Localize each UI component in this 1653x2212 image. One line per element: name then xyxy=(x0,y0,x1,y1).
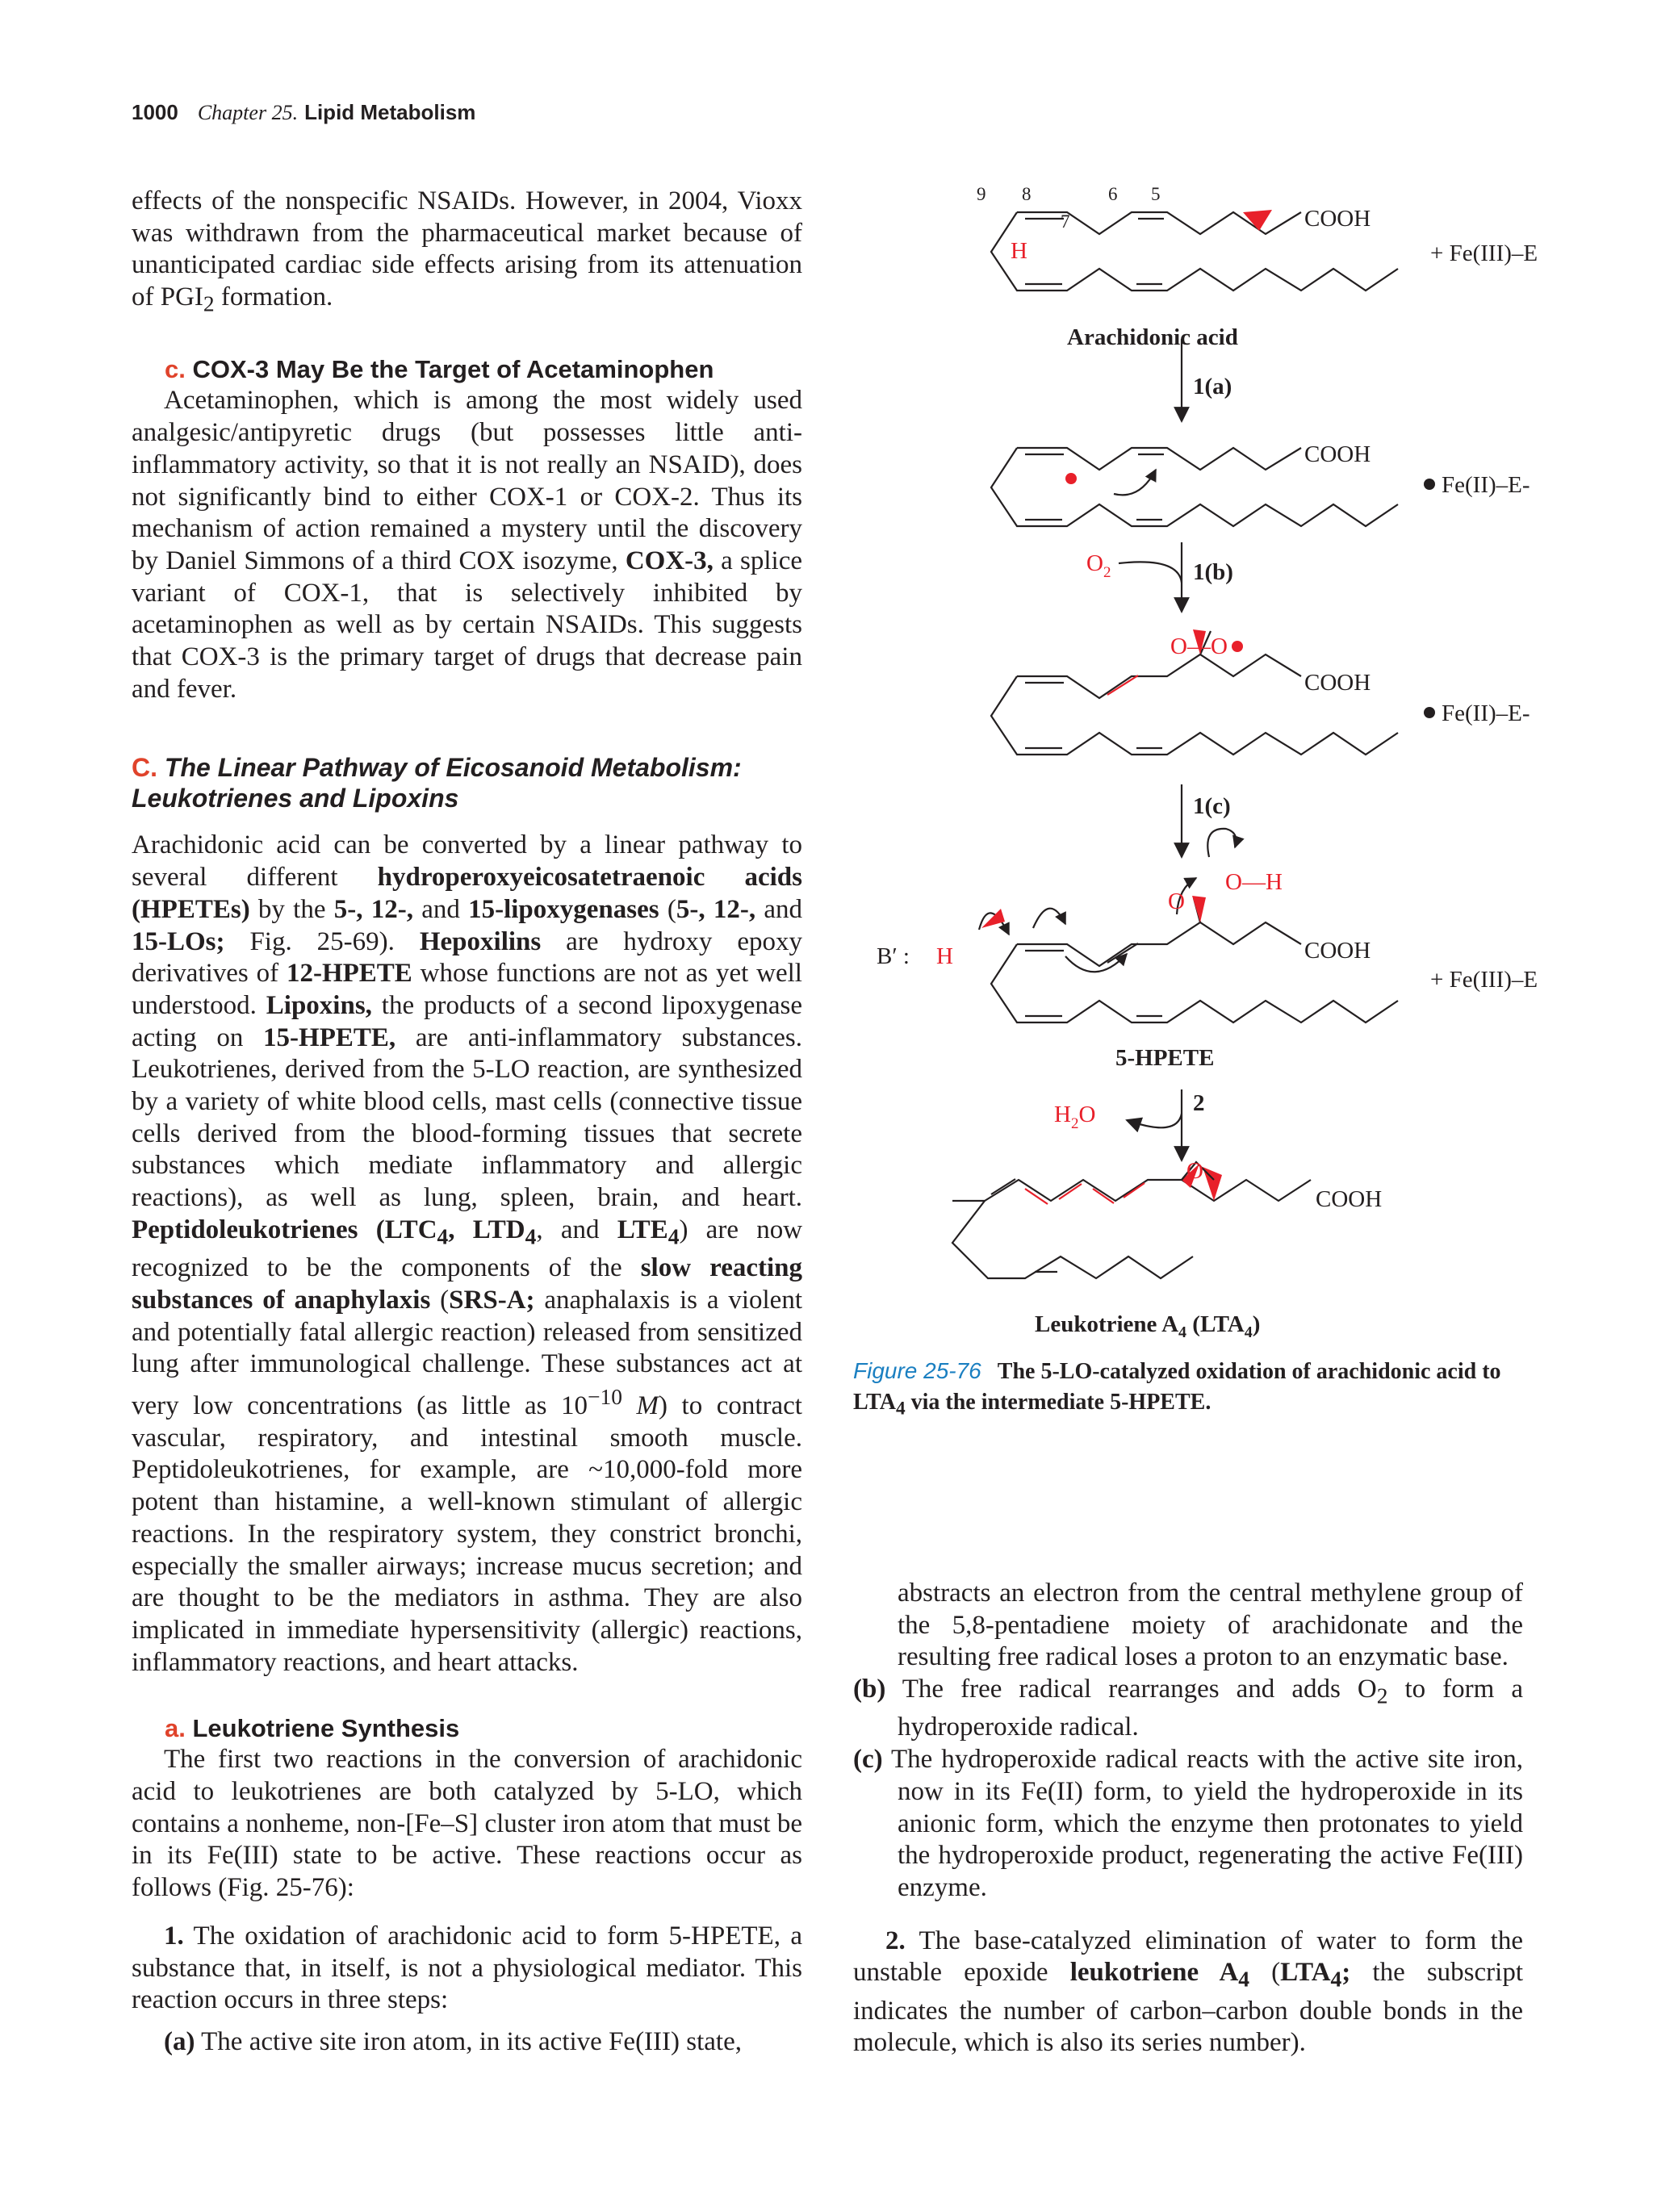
cooh-label-2: COOH xyxy=(1304,441,1371,467)
left-column xyxy=(132,186,802,2059)
figure-25-76 xyxy=(823,178,1630,1348)
step-2-label: 2 xyxy=(1193,1090,1205,1116)
step-1c-label: 1(c) xyxy=(1193,793,1231,819)
subheading-leukotriene-synthesis: a. Leukotriene Synthesis xyxy=(165,1714,460,1743)
section-label: Lipid Metabolism xyxy=(304,100,476,124)
lta4-structure xyxy=(952,1179,1311,1278)
wedge-bond-h2 xyxy=(981,909,1005,928)
hydroperoxide-o-label: O xyxy=(1168,889,1185,914)
fe2-label-1: Fe(II)–E- xyxy=(1442,472,1530,498)
carbon-number-7: 7 xyxy=(1061,211,1070,232)
step-1a-label: 1(a) xyxy=(1193,374,1232,399)
subheading-cox3: c. COX-3 May Be the Target of Acetaminophen xyxy=(165,355,714,384)
fe3-label-1: + Fe(III)–E xyxy=(1430,240,1538,266)
h2o-label: $H_2O$ xyxy=(1054,1102,1096,1132)
list-item-1: 1. The oxidation of arachidonic acid to form 5-HPETE, a substance that, in itself, is not a physiological mediator. This reaction occurs in three steps: xyxy=(132,1921,802,2015)
radical-dot xyxy=(1065,473,1077,484)
step-1b-label: 1(b) xyxy=(1193,559,1233,585)
carbon-number-6: 6 xyxy=(1108,184,1118,204)
hydroperoxide-oh-label: O—H xyxy=(1225,869,1283,895)
list-item-2: 2. The base-catalyzed elimination of water to form the unstable epoxide leukotriene $A_4$ ($LTA_4$; the subscript indicates the number of carbon–carbon double bonds in the molecule, which is also its series number). xyxy=(853,1926,1523,2058)
o2-entry-curve xyxy=(1119,562,1182,583)
paragraph-hpetes: Arachidonic acid can be converted by a linear pathway to several different hydroperoxyeicosatetraenoic acids (HPETEs) by the 5-, 12-, and 15-lipoxygenases (5-, 12-, and 15-LOs; Fig. 25-69). Hepoxilins are hydroxy epoxy derivatives of 12-HPETE whose functions are not as yet well understood. Lipoxins, the products of a second lipoxygenase acting on 15-HPETE, are anti-inflammatory substances. Leukotrienes, derived from the 5-LO reaction, are synthesized by a variety of white blood cells, mast cells (connective tissue cells derived from the blood-forming tissues that secrete substances which mediate inflammatory and allergic reactions), as well as lung, spleen, brain, and heart. Peptidoleukotrienes ($LTC_4$, $LTD_4$, and $LTE_4$) are now recognized to be the components of the slow reacting substances of anaphylaxis (SRS-A; anaphalaxis is a violent and potentially fatal allergic reaction) released from sensitized lung after immunological challenge. These substances act at very low concentrations (as little as $10^{-10}$ M) to contract vascular, respiratory, and intestinal smooth muscle. Peptidoleukotrienes, for example, are ~10,000-fold more potent than histamine, a well-known stimulant of allergic reactions. In the respiratory system, they constrict bronchi, especially the smaller airways; increase mucus secretion; and are thought to be the mediators in asthma. They are also implicated in immediate hypersensitivity (allergic) reactions, inflammatory reactions, and heart attacks. xyxy=(132,830,803,1677)
peroxyl-label: O—O xyxy=(1170,633,1228,659)
list-item-b: (b) The free radical rearranges and adds $O_2$ to form a hydroperoxide radical. xyxy=(853,1675,1523,1742)
fe2-label-2: Fe(II)–E- xyxy=(1442,700,1530,726)
hydrogen-label-2: H xyxy=(936,943,953,969)
hpete-structure xyxy=(979,829,1398,1022)
wedge-bond-h xyxy=(1243,210,1272,231)
carbon-number-9: 9 xyxy=(977,184,986,204)
right-column xyxy=(853,1578,1523,2059)
paragraph-nsaid-continuation: effects of the nonspecific NSAIDs. However, in 2004, Vioxx was withdrawn from the pharmaceutical market because of unanticipated cardiac side effects arising from its attenuation of $PGI_2$ formation. xyxy=(132,186,802,316)
running-header xyxy=(132,100,475,125)
cooh-label-1: COOH xyxy=(1304,206,1371,232)
epoxide-o-label: O xyxy=(1186,1158,1203,1184)
paragraph-first-two-reactions: The first two reactions in the conversion of arachidonic acid to leukotrienes are both catalyzed by 5-LO, which contains a nonheme, non-[Fe–S] cluster iron atom that must be in its Fe(III) state to be active. These reactions occur as follows (Fig. 25-76): xyxy=(132,1745,802,1903)
o2-label: $O_2$ xyxy=(1086,550,1111,581)
hydrogen-label-1: H xyxy=(1011,238,1027,264)
page-number: 1000 xyxy=(132,100,178,124)
list-item-c: (c) The hydroperoxide radical reacts with the active site iron, now in its Fe(II) form, to yield the hydroperoxide in its anionic form, which the enzyme then protonates to yield the hydroperoxide product, regenerating the active Fe(III) enzyme. xyxy=(853,1745,1523,1902)
carbon-number-8: 8 xyxy=(1022,184,1032,204)
cooh-label-3: COOH xyxy=(1304,670,1371,696)
section-heading-linear-pathway: C. The Linear Pathway of Eicosanoid Metabolism: Leukotrienes and Lipoxins xyxy=(132,753,742,813)
figure-caption: Figure 25-76 The 5-LO-catalyzed oxidation of arachidonic acid to $LTA_4$ via the intermediate 5-HPETE. xyxy=(853,1358,1501,1420)
fe3-label-2: + Fe(III)–E xyxy=(1430,967,1538,993)
base-label: B′ : xyxy=(877,943,910,969)
list-item-a-continuation: abstracts an electron from the central methylene group of the 5,8-pentadiene moiety of arachidonate and the resulting free radical loses a proton to an enzymatic base. xyxy=(898,1579,1523,1672)
arachidonic-acid-label: Arachidonic acid xyxy=(1067,324,1238,350)
carbon-number-5: 5 xyxy=(1151,184,1161,204)
list-item-a: (a) The active site iron atom, in its active Fe(III) state, xyxy=(164,2026,742,2056)
figure-caption-label: Figure 25-76 xyxy=(853,1358,981,1383)
lta4-label: Leukotriene $A_4$ $(LTA_4)$ xyxy=(1035,1311,1261,1341)
cooh-label-4: COOH xyxy=(1304,938,1371,964)
cooh-label-5: COOH xyxy=(1316,1186,1383,1212)
paragraph-acetaminophen: Acetaminophen, which is among the most widely used analgesic/antipyretic drugs (but possesses little anti-inflammatory activity, so that it is not really an NSAID), does not significantly bind to either COX-1 or COX-2. Thus its mechanism of action remained a mystery until the discovery by Daniel Simmons of a third COX isozyme, COX-3, a splice variant of COX-1, that is selectively inhibited by acetaminophen as well as by certain NSAIDs. This suggests that COX-3 is the primary target of drugs that decrease pain and fever. xyxy=(132,386,802,704)
hpete-label: 5-HPETE xyxy=(1115,1045,1215,1071)
chapter-label: Chapter 25. xyxy=(197,101,299,124)
h2o-exit-curve xyxy=(1127,1114,1182,1127)
